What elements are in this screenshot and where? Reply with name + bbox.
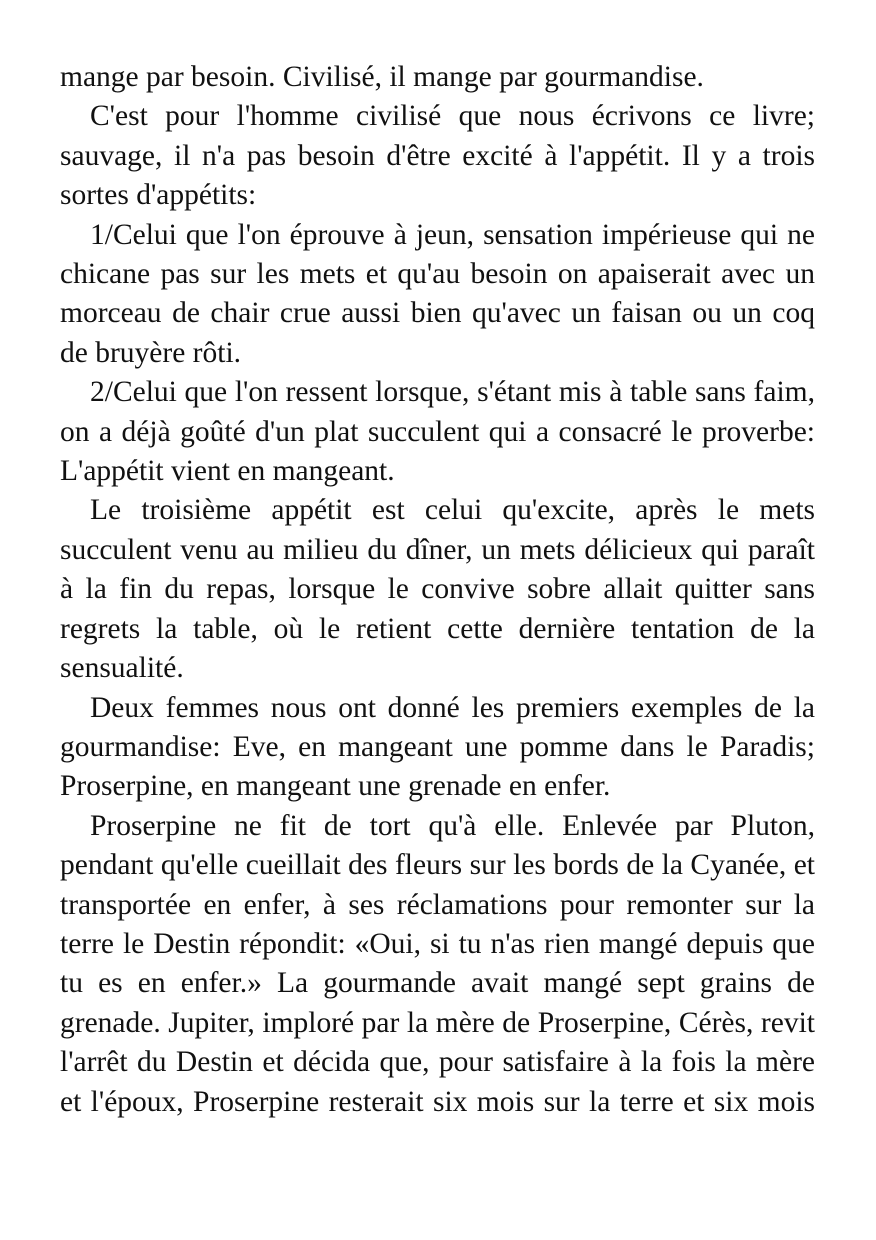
paragraph-proserpine: Proserpine ne fit de tort qu'à elle. Enlevée par Pluton, pendant qu'elle cueillait des fleurs sur les bords de la Cyanée, et transportée en enfer, à ses réclamations pour remonter sur la terre le Destin répondit: «Oui, si tu n'as rien mangé depuis que tu es en enfer.» La gourmande avait mangé sept grains de grenade. Jupiter, imploré par la mère de Proserpine, Cérès, revit l'arrêt du Destin et décida que, pour satisfaire à la fois la mère et l'époux, Proserpine resterait six mois sur la terre et six mois xyxy=(60,809,815,1118)
paragraph-appetite-2: 2/Celui que l'on ressent lorsque, s'étant mis à table sans faim, on a déjà goûté d'un plat succulent qui a consacré le proverbe: L'appétit vient en mangeant. xyxy=(60,376,815,488)
paragraph-appetite-3: Le troisième appétit est celui qu'excite, après le mets succulent venu au milieu du dîner, un mets délicieux qui paraît à la fin du repas, lorsque le convive sobre allait quitter sans regrets la table, où le retient cette dernière tentation de la sensualité. xyxy=(60,494,815,685)
page-text xyxy=(60,58,815,1122)
paragraph-continuation: mange par besoin. Civilisé, il mange par gourmandise. xyxy=(60,61,704,93)
paragraph-appetite-1: 1/Celui que l'on éprouve à jeun, sensation impérieuse qui ne chicane pas sur les mets et qu'au besoin on apaiserait avec un morceau de chair crue aussi bien qu'avec un faisan ou un coq de bruyère rôti. xyxy=(60,218,815,369)
paragraph-civilized-man: C'est pour l'homme civilisé que nous écrivons ce livre; sauvage, il n'a pas besoin d'être excité à l'appétit. Il y a trois sortes d'appétits: xyxy=(60,100,815,212)
paragraph-two-women: Deux femmes nous ont donné les premiers exemples de la gourmandise: Eve, en mangeant une pomme dans le Paradis; Proserpine, en mangeant une grenade en enfer. xyxy=(60,691,815,803)
